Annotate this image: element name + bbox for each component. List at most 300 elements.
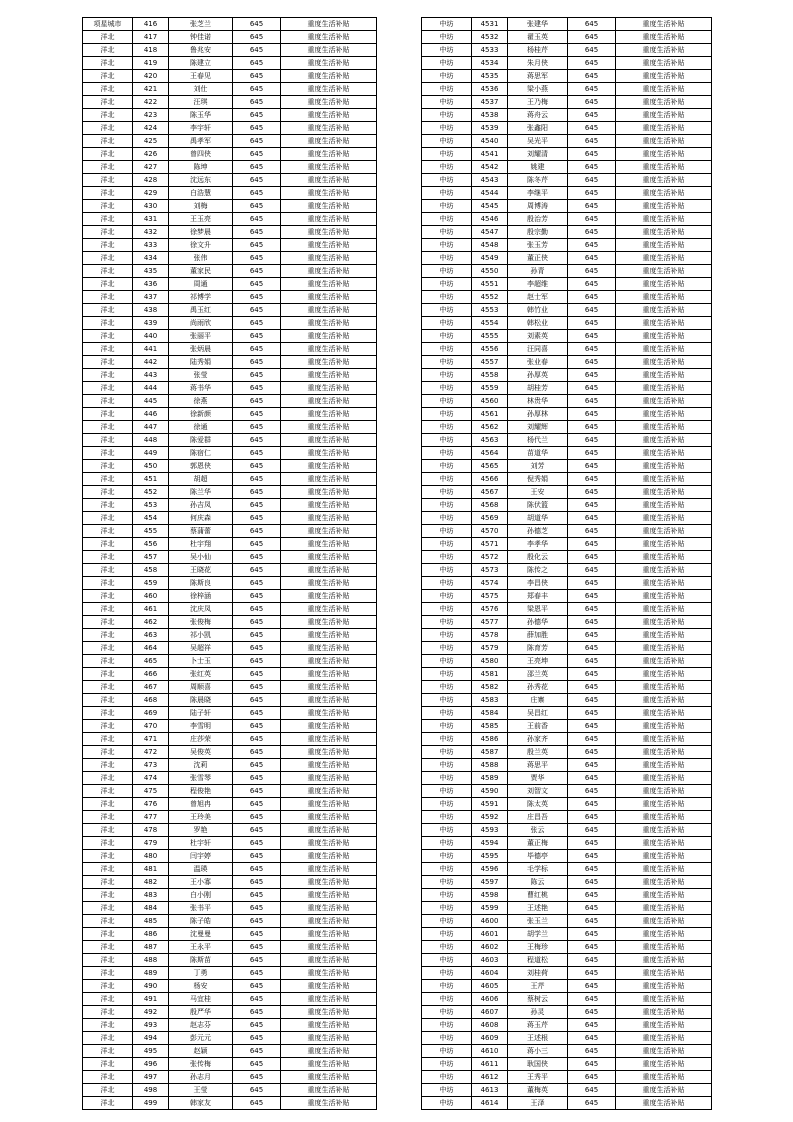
subsidy-table-right: [421, 17, 712, 1110]
number-cell: 4539: [472, 122, 508, 135]
name-cell: 沈曼曼: [169, 928, 233, 941]
name-cell: 赵志芬: [169, 1019, 233, 1032]
region-cell: 中坊: [422, 291, 472, 304]
amount-cell: 645: [568, 525, 616, 538]
number-cell: 4575: [472, 590, 508, 603]
number-cell: 4570: [472, 525, 508, 538]
subsidy-type-cell: 重度生活补贴: [616, 811, 712, 824]
number-cell: 4584: [472, 707, 508, 720]
number-cell: 432: [133, 226, 169, 239]
table-row: [422, 811, 712, 824]
subsidy-type-cell: 重度生活补贴: [616, 83, 712, 96]
subsidy-type-cell: 重度生活补贴: [281, 941, 377, 954]
amount-cell: 645: [233, 18, 281, 31]
region-cell: 中坊: [422, 863, 472, 876]
name-cell: 董正侠: [508, 252, 568, 265]
region-cell: 洋北: [83, 629, 133, 642]
amount-cell: 645: [568, 980, 616, 993]
number-cell: 4531: [472, 18, 508, 31]
table-row: [83, 226, 377, 239]
amount-cell: 645: [568, 1071, 616, 1084]
amount-cell: 645: [233, 57, 281, 70]
name-cell: 王春见: [169, 70, 233, 83]
name-cell: 赵士军: [508, 291, 568, 304]
table-row: [83, 499, 377, 512]
table-row: [422, 837, 712, 850]
subsidy-type-cell: 重度生活补贴: [281, 356, 377, 369]
name-cell: 王梅珍: [508, 941, 568, 954]
subsidy-type-cell: 重度生活补贴: [616, 252, 712, 265]
name-cell: 梁小燕: [508, 83, 568, 96]
region-cell: 洋北: [83, 811, 133, 824]
name-cell: 吴昌红: [508, 707, 568, 720]
number-cell: 491: [133, 993, 169, 1006]
name-cell: 张俊梅: [169, 616, 233, 629]
table-row: [83, 252, 377, 265]
subsidy-type-cell: 重度生活补贴: [281, 590, 377, 603]
amount-cell: 645: [568, 655, 616, 668]
table-row: [83, 317, 377, 330]
amount-cell: 645: [233, 291, 281, 304]
number-cell: 430: [133, 200, 169, 213]
subsidy-type-cell: 重度生活补贴: [281, 239, 377, 252]
amount-cell: 645: [233, 1006, 281, 1019]
subsidy-type-cell: 重度生活补贴: [616, 681, 712, 694]
name-cell: 陆子轩: [169, 707, 233, 720]
name-cell: 赵颖: [169, 1045, 233, 1058]
number-cell: 417: [133, 31, 169, 44]
subsidy-table-left: [82, 17, 377, 1110]
region-cell: 中坊: [422, 837, 472, 850]
subsidy-type-cell: 重度生活补贴: [616, 161, 712, 174]
region-cell: 洋北: [83, 473, 133, 486]
table-row: [83, 668, 377, 681]
name-cell: 邵兰英: [508, 668, 568, 681]
region-cell: 中坊: [422, 31, 472, 44]
amount-cell: 645: [568, 863, 616, 876]
subsidy-type-cell: 重度生活补贴: [616, 304, 712, 317]
amount-cell: 645: [233, 161, 281, 174]
table-row: [83, 31, 377, 44]
table-row: [83, 538, 377, 551]
number-cell: 463: [133, 629, 169, 642]
region-cell: 洋北: [83, 499, 133, 512]
region-cell: 洋北: [83, 1006, 133, 1019]
region-cell: 中坊: [422, 707, 472, 720]
subsidy-type-cell: 重度生活补贴: [616, 538, 712, 551]
region-cell: 洋北: [83, 876, 133, 889]
table-row: [83, 772, 377, 785]
table-row: [422, 668, 712, 681]
number-cell: 4614: [472, 1097, 508, 1110]
region-cell: 中坊: [422, 408, 472, 421]
table-row: [83, 343, 377, 356]
subsidy-type-cell: 重度生活补贴: [281, 18, 377, 31]
amount-cell: 645: [233, 408, 281, 421]
region-cell: 中坊: [422, 577, 472, 590]
number-cell: 465: [133, 655, 169, 668]
amount-cell: 645: [233, 720, 281, 733]
table-row: [83, 148, 377, 161]
amount-cell: 645: [233, 96, 281, 109]
subsidy-type-cell: 重度生活补贴: [281, 538, 377, 551]
amount-cell: 645: [233, 135, 281, 148]
name-cell: 胡桂芳: [508, 382, 568, 395]
region-cell: 洋北: [83, 291, 133, 304]
amount-cell: 645: [233, 551, 281, 564]
table-row: [83, 44, 377, 57]
table-row: [83, 889, 377, 902]
table-row: [83, 83, 377, 96]
region-cell: 洋北: [83, 447, 133, 460]
table-row: [83, 876, 377, 889]
subsidy-type-cell: 重度生活补贴: [616, 200, 712, 213]
subsidy-type-cell: 重度生活补贴: [281, 174, 377, 187]
region-cell: 中坊: [422, 187, 472, 200]
name-cell: 陈斯苗: [169, 954, 233, 967]
name-cell: 丁勇: [169, 967, 233, 980]
subsidy-type-cell: 重度生活补贴: [281, 1045, 377, 1058]
table-row: [422, 1019, 712, 1032]
region-cell: 中坊: [422, 915, 472, 928]
name-cell: 王泽: [508, 1097, 568, 1110]
subsidy-type-cell: 重度生活补贴: [616, 18, 712, 31]
amount-cell: 645: [568, 356, 616, 369]
amount-cell: 645: [568, 902, 616, 915]
amount-cell: 645: [568, 447, 616, 460]
amount-cell: 645: [233, 967, 281, 980]
number-cell: 4580: [472, 655, 508, 668]
name-cell: 庄寨: [508, 694, 568, 707]
amount-cell: 645: [568, 694, 616, 707]
name-cell: 吴俊英: [169, 746, 233, 759]
subsidy-type-cell: 重度生活补贴: [281, 629, 377, 642]
table-row: [422, 148, 712, 161]
table-row: [83, 512, 377, 525]
subsidy-type-cell: 重度生活补贴: [616, 993, 712, 1006]
name-cell: 陈传之: [508, 564, 568, 577]
number-cell: 4559: [472, 382, 508, 395]
amount-cell: 645: [233, 603, 281, 616]
amount-cell: 645: [233, 1058, 281, 1071]
region-cell: 洋北: [83, 603, 133, 616]
subsidy-type-cell: 重度生活补贴: [616, 473, 712, 486]
subsidy-type-cell: 重度生活补贴: [281, 473, 377, 486]
subsidy-type-cell: 重度生活补贴: [281, 837, 377, 850]
subsidy-type-cell: 重度生活补贴: [281, 811, 377, 824]
number-cell: 4568: [472, 499, 508, 512]
table-row: [422, 902, 712, 915]
region-cell: 洋北: [83, 616, 133, 629]
region-cell: 洋北: [83, 577, 133, 590]
table-row: [422, 109, 712, 122]
amount-cell: 645: [568, 954, 616, 967]
amount-cell: 645: [568, 200, 616, 213]
amount-cell: 645: [233, 473, 281, 486]
amount-cell: 645: [568, 122, 616, 135]
region-cell: 洋北: [83, 57, 133, 70]
table-row: [83, 720, 377, 733]
table-row: [422, 343, 712, 356]
number-cell: 4607: [472, 1006, 508, 1019]
number-cell: 4564: [472, 447, 508, 460]
subsidy-type-cell: 重度生活补贴: [281, 330, 377, 343]
number-cell: 4598: [472, 889, 508, 902]
subsidy-type-cell: 重度生活补贴: [616, 148, 712, 161]
number-cell: 420: [133, 70, 169, 83]
amount-cell: 645: [568, 733, 616, 746]
name-cell: 庄昌吾: [508, 811, 568, 824]
subsidy-type-cell: 重度生活补贴: [281, 733, 377, 746]
number-cell: 4604: [472, 967, 508, 980]
number-cell: 492: [133, 1006, 169, 1019]
subsidy-type-cell: 重度生活补贴: [616, 902, 712, 915]
region-cell: 中坊: [422, 122, 472, 135]
table-row: [422, 31, 712, 44]
subsidy-type-cell: 重度生活补贴: [616, 694, 712, 707]
subsidy-type-cell: 重度生活补贴: [281, 603, 377, 616]
region-cell: 洋北: [83, 915, 133, 928]
number-cell: 4600: [472, 915, 508, 928]
subsidy-type-cell: 重度生活补贴: [616, 57, 712, 70]
region-cell: 洋北: [83, 252, 133, 265]
region-cell: 中坊: [422, 395, 472, 408]
amount-cell: 645: [568, 1019, 616, 1032]
table-row: [83, 967, 377, 980]
amount-cell: 645: [233, 746, 281, 759]
name-cell: 苗道华: [508, 447, 568, 460]
number-cell: 464: [133, 642, 169, 655]
amount-cell: 645: [568, 343, 616, 356]
amount-cell: 645: [568, 1006, 616, 1019]
region-cell: 中坊: [422, 161, 472, 174]
number-cell: 4561: [472, 408, 508, 421]
subsidy-type-cell: 重度生活补贴: [616, 564, 712, 577]
amount-cell: 645: [568, 850, 616, 863]
number-cell: 482: [133, 876, 169, 889]
subsidy-type-cell: 重度生活补贴: [616, 356, 712, 369]
table-row: [83, 1032, 377, 1045]
subsidy-type-cell: 重度生活补贴: [616, 499, 712, 512]
region-cell: 中坊: [422, 57, 472, 70]
subsidy-type-cell: 重度生活补贴: [281, 369, 377, 382]
number-cell: 487: [133, 941, 169, 954]
subsidy-type-cell: 重度生活补贴: [281, 915, 377, 928]
subsidy-type-cell: 重度生活补贴: [281, 317, 377, 330]
subsidy-type-cell: 重度生活补贴: [281, 642, 377, 655]
amount-cell: 645: [233, 1071, 281, 1084]
number-cell: 455: [133, 525, 169, 538]
table-row: [422, 434, 712, 447]
amount-cell: 645: [233, 1045, 281, 1058]
name-cell: 李宇轩: [169, 122, 233, 135]
name-cell: 张丽平: [169, 330, 233, 343]
amount-cell: 645: [568, 889, 616, 902]
region-cell: 洋北: [83, 369, 133, 382]
amount-cell: 645: [233, 785, 281, 798]
table-row: [422, 980, 712, 993]
region-cell: 中坊: [422, 551, 472, 564]
table-row: [83, 174, 377, 187]
subsidy-type-cell: 重度生活补贴: [616, 460, 712, 473]
name-cell: 张业春: [508, 356, 568, 369]
region-cell: 洋北: [83, 395, 133, 408]
table-row: [83, 1084, 377, 1097]
amount-cell: 645: [568, 915, 616, 928]
region-cell: 洋北: [83, 1097, 133, 1110]
region-cell: 中坊: [422, 564, 472, 577]
name-cell: 陈冬芹: [508, 174, 568, 187]
region-cell: 中坊: [422, 460, 472, 473]
name-cell: 薛加胜: [508, 629, 568, 642]
region-cell: 中坊: [422, 135, 472, 148]
amount-cell: 645: [568, 226, 616, 239]
table-row: [422, 798, 712, 811]
region-cell: 中坊: [422, 642, 472, 655]
name-cell: 张玉芳: [508, 239, 568, 252]
subsidy-type-cell: 重度生活补贴: [281, 408, 377, 421]
subsidy-type-cell: 重度生活补贴: [616, 330, 712, 343]
table-row: [83, 96, 377, 109]
number-cell: 4593: [472, 824, 508, 837]
name-cell: 温瑛: [169, 863, 233, 876]
subsidy-type-cell: 重度生活补贴: [616, 447, 712, 460]
subsidy-type-cell: 重度生活补贴: [616, 408, 712, 421]
name-cell: 陈晨晓: [169, 694, 233, 707]
amount-cell: 645: [568, 616, 616, 629]
region-cell: 中坊: [422, 603, 472, 616]
subsidy-type-cell: 重度生活补贴: [616, 291, 712, 304]
subsidy-type-cell: 重度生活补贴: [616, 174, 712, 187]
region-cell: 中坊: [422, 109, 472, 122]
amount-cell: 645: [233, 655, 281, 668]
number-cell: 469: [133, 707, 169, 720]
region-cell: 洋北: [83, 837, 133, 850]
subsidy-type-cell: 重度生活补贴: [616, 928, 712, 941]
table-row: [422, 213, 712, 226]
subsidy-type-cell: 重度生活补贴: [281, 720, 377, 733]
subsidy-type-cell: 重度生活补贴: [281, 616, 377, 629]
subsidy-type-cell: 重度生活补贴: [616, 616, 712, 629]
subsidy-type-cell: 重度生活补贴: [616, 343, 712, 356]
subsidy-type-cell: 重度生活补贴: [281, 395, 377, 408]
amount-cell: 645: [568, 460, 616, 473]
region-cell: 洋北: [83, 408, 133, 421]
number-cell: 4553: [472, 304, 508, 317]
amount-cell: 645: [568, 1084, 616, 1097]
table-row: [83, 239, 377, 252]
amount-cell: 645: [568, 811, 616, 824]
amount-cell: 645: [568, 564, 616, 577]
amount-cell: 645: [568, 993, 616, 1006]
number-cell: 4579: [472, 642, 508, 655]
amount-cell: 645: [568, 278, 616, 291]
subsidy-type-cell: 重度生活补贴: [281, 694, 377, 707]
name-cell: 殷严华: [169, 1006, 233, 1019]
name-cell: 杨代兰: [508, 434, 568, 447]
amount-cell: 645: [233, 1084, 281, 1097]
table-row: [422, 18, 712, 31]
subsidy-type-cell: 重度生活补贴: [281, 668, 377, 681]
subsidy-type-cell: 重度生活补贴: [616, 889, 712, 902]
region-cell: 中坊: [422, 824, 472, 837]
name-cell: 刘素英: [508, 330, 568, 343]
region-cell: 中坊: [422, 746, 472, 759]
region-cell: 洋北: [83, 590, 133, 603]
name-cell: 张芝兰: [169, 18, 233, 31]
table-row: [83, 902, 377, 915]
table-row: [422, 239, 712, 252]
name-cell: 韩家友: [169, 1097, 233, 1110]
name-cell: 徐新颜: [169, 408, 233, 421]
name-cell: 胡道华: [508, 512, 568, 525]
name-cell: 杜宇翔: [169, 538, 233, 551]
name-cell: 翟玉英: [508, 31, 568, 44]
region-cell: 洋北: [83, 824, 133, 837]
amount-cell: 645: [568, 746, 616, 759]
number-cell: 434: [133, 252, 169, 265]
region-cell: 洋北: [83, 200, 133, 213]
amount-cell: 645: [233, 317, 281, 330]
name-cell: 王芹: [508, 980, 568, 993]
subsidy-type-cell: 重度生活补贴: [616, 226, 712, 239]
region-cell: 洋北: [83, 460, 133, 473]
name-cell: 钟佳诺: [169, 31, 233, 44]
number-cell: 440: [133, 330, 169, 343]
amount-cell: 645: [233, 486, 281, 499]
subsidy-type-cell: 重度生活补贴: [281, 707, 377, 720]
table-row: [83, 304, 377, 317]
table-row: [83, 980, 377, 993]
subsidy-type-cell: 重度生活补贴: [616, 1097, 712, 1110]
name-cell: 董梅英: [508, 1084, 568, 1097]
subsidy-type-cell: 重度生活补贴: [281, 57, 377, 70]
table-row: [422, 746, 712, 759]
number-cell: 470: [133, 720, 169, 733]
name-cell: 祁小凯: [169, 629, 233, 642]
number-cell: 4603: [472, 954, 508, 967]
table-row: [422, 460, 712, 473]
region-cell: 中坊: [422, 811, 472, 824]
region-cell: 中坊: [422, 421, 472, 434]
table-row: [422, 876, 712, 889]
name-cell: 刘智文: [508, 785, 568, 798]
table-row: [83, 993, 377, 1006]
name-cell: 王小寡: [169, 876, 233, 889]
subsidy-type-cell: 重度生活补贴: [616, 187, 712, 200]
number-cell: 4540: [472, 135, 508, 148]
region-cell: 中坊: [422, 226, 472, 239]
amount-cell: 645: [233, 837, 281, 850]
region-cell: 中坊: [422, 317, 472, 330]
name-cell: 孙秀花: [508, 681, 568, 694]
table-row: [83, 200, 377, 213]
subsidy-type-cell: 重度生活补贴: [281, 499, 377, 512]
number-cell: 4538: [472, 109, 508, 122]
number-cell: 498: [133, 1084, 169, 1097]
name-cell: 郑春丰: [508, 590, 568, 603]
name-cell: 曾旭冉: [169, 798, 233, 811]
subsidy-type-cell: 重度生活补贴: [616, 772, 712, 785]
amount-cell: 645: [568, 876, 616, 889]
name-cell: 王前香: [508, 720, 568, 733]
table-row: [83, 1058, 377, 1071]
number-cell: 4546: [472, 213, 508, 226]
table-row: [422, 993, 712, 1006]
subsidy-type-cell: 重度生活补贴: [281, 681, 377, 694]
subsidy-type-cell: 重度生活补贴: [281, 200, 377, 213]
region-cell: 中坊: [422, 1084, 472, 1097]
